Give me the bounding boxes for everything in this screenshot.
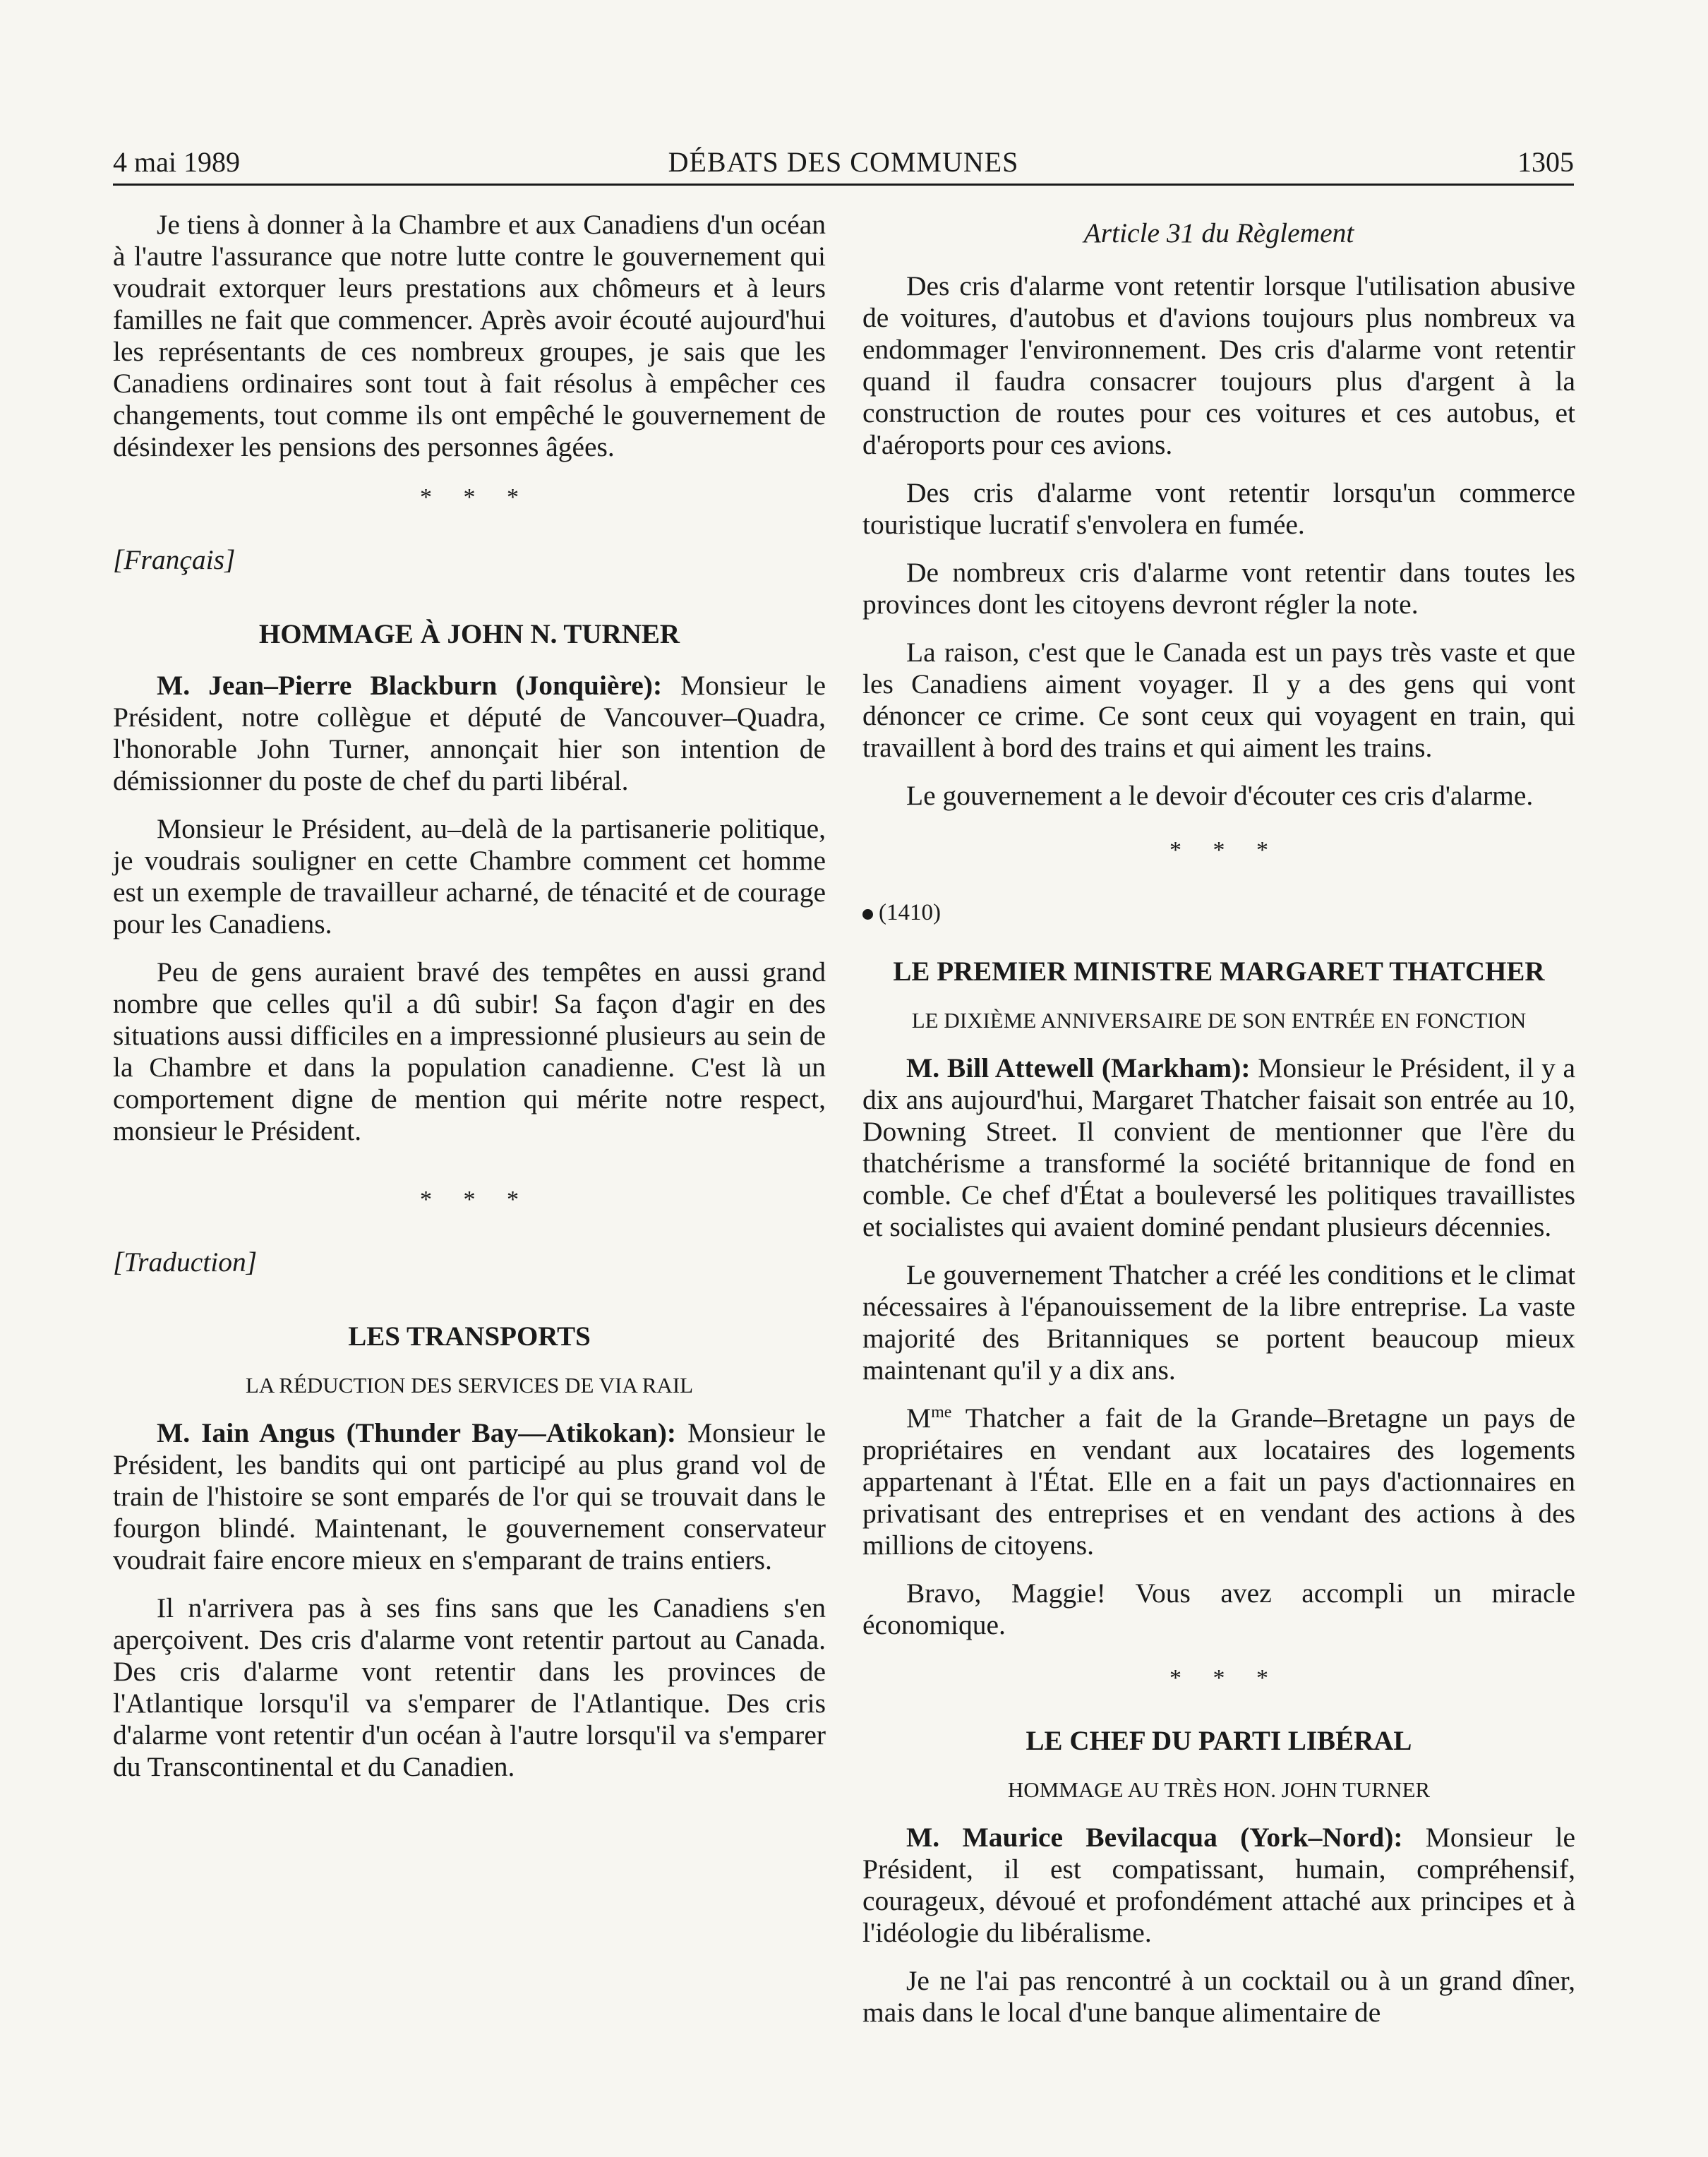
paragraph: De nombreux cris d'alarme vont retentir dans toutes les provinces dont les citoyens devront régler la note. [862,557,1575,620]
paragraph: Je tiens à donner à la Chambre et aux Canadiens d'un océan à l'autre l'assurance que notre lutte contre le gouvernement qui voudrait extorquer leurs prestations aux chômeurs et à leurs familles ne fait que commencer. Après avoir écouté aujourd'hui les représentants de ces nombreux groupes, je sais que les Canadiens ordinaires sont tout à fait résolus à empêcher ces changements, tout comme ils ont empêché le gouvernement de désindexer les pensions des personnes âgées. [113,209,826,462]
paragraph: Le gouvernement a le devoir d'écouter ces cris d'alarme. [906,780,1534,811]
page-header [113,138,1574,186]
section-subheading: HOMMAGE AU TRÈS HON. JOHN TURNER [1007,1777,1431,1802]
paragraph: Des cris d'alarme vont retentir lorsque l'utilisation abusive de voitures, d'autobus et d'avions toujours plus nombreux va endommager l'environnement. Des cris d'alarme vont retentir quand il faudra consacrer toujours plus d'argent à la construction de routes pour ces voitures et ces autobus, et d'aéroports pour ces avions. [862,270,1575,460]
section-separator: * * * [420,484,531,510]
section-subheading: LE DIXIÈME ANNIVERSAIRE DE SON ENTRÉE EN FONCTION [911,1008,1527,1033]
header-title: DÉBATS DES COMMUNES [668,146,1019,178]
paragraph [113,670,826,797]
speaker-name: M. Bill Attewell (Markham): [906,1052,1251,1083]
section-heading: LE CHEF DU PARTI LIBÉRAL [1026,1726,1412,1756]
paragraph: Le gouvernement Thatcher a créé les conditions et le climat nécessaires à l'épanouissement de la libre entreprise. La vaste majorité des Britanniques se portent beaucoup mieux maintenant qu'il y a dix ans. [862,1259,1575,1386]
language-marker: [Traduction] [113,1246,258,1278]
speech-text: Monsieur le Président, il y a dix ans aujourd'hui, Margaret Thatcher faisait son entrée au 10, Downing Street. Il convient de mentionner que l'ère du thatchérisme a transformé la société britannique de fond en comble. Ce chef d'État a bouleversé les politiques travaillistes et socialistes qui avaient dominé pendant plusieurs décennies. [862,1052,1575,1242]
section-separator: * * * [1169,837,1281,863]
speaker-name: M. Jean–Pierre Blackburn (Jonquière): [157,670,663,701]
language-marker: [Français] [113,544,236,575]
paragraph [862,1402,1575,1561]
page-number: 1305 [1517,146,1574,178]
speaker-name: M. Iain Angus (Thunder Bay—Atikokan): [157,1417,677,1448]
paragraph [113,1417,826,1576]
bullet-icon [862,909,873,920]
paragraph: Peu de gens auraient bravé des tempêtes en aussi grand nombre que celles qu'il a dû subir! Sa façon d'agir en des situations aussi difficiles en a impressionné plusieurs au sein de la Chambre et dans la population canadienne. C'est là un comportement digne de mention qui mérite notre respect, monsieur le Président. [113,956,826,1146]
title-superscript: me [931,1402,952,1422]
title-prefix: M [906,1402,932,1434]
speech-text: Monsieur le Président, il est compatissant, humain, compréhensif, courageux, dévoué et profondément attaché aux principes et à l'idéologie du libéralisme. [862,1822,1575,1948]
speech-text: Monsieur le Président, les bandits qui ont participé au plus grand vol de train de l'histoire se sont emparés de l'or qui se trouvait dans le fourgon blindé. Maintenant, le gouvernement conservateur voudrait faire encore mieux en s'emparant de trains entiers. [113,1417,826,1575]
paragraph: Des cris d'alarme vont retentir lorsqu'un commerce touristique lucratif s'envolera en fumée. [862,477,1575,540]
speaker-name: M. Maurice Bevilacqua (York–Nord): [906,1822,1403,1853]
paragraph: Bravo, Maggie! Vous avez accompli un miracle économique. [862,1578,1575,1640]
paragraph: Monsieur le Président, au–delà de la partisanerie politique, je voudrais souligner en cette Chambre comment cet homme est un exemple de travailleur acharné, de ténacité et de courage pour les Canadiens. [113,813,826,939]
timestamp [862,897,1575,929]
paragraph: Il n'arrivera pas à ses fins sans que les Canadiens s'en aperçoivent. Des cris d'alarme vont retentir partout au Canada. Des cris d'alarme vont retentir dans les provinces de l'Atlantique lorsqu'il va s'emparer de l'Atlantique. Des cris d'alarme vont retentir d'un océan à l'autre lorsqu'il va s'emparer du Transcontinental et du Canadien. [113,1592,826,1782]
header-date: 4 mai 1989 [113,146,240,178]
section-separator: * * * [420,1186,531,1213]
section-heading: HOMMAGE À JOHN N. TURNER [258,619,680,649]
timestamp-text: (1410) [879,900,941,925]
right-column [862,209,1575,2045]
speech-text: Monsieur le Président, notre collègue et député de Vancouver–Quadra, l'honorable John Turner, annonçait hier son intention de démissionner du poste de chef du parti libéral. [113,670,826,796]
paragraph [862,1822,1575,1949]
section-subheading: LA RÉDUCTION DES SERVICES DE VIA RAIL [245,1373,694,1398]
speech-text: Thatcher a fait de la Grande–Bretagne un pays de propriétaires en vendant aux locataires des logements appartenant à l'État. Elle en a fait un pays d'actionnaires en privatisant des entreprises et en vendant des actions à des millions de citoyens. [862,1402,1575,1561]
section-heading: LE PREMIER MINISTRE MARGARET THATCHER [893,956,1545,987]
paragraph [862,1052,1575,1243]
left-column [113,209,826,1799]
paragraph: La raison, c'est que le Canada est un pays très vaste et que les Canadiens aiment voyager. Il y a des gens qui vont dénoncer ce crime. Ce sont ceux qui voyagent en train, qui travaillent à bord des trains et qui aiment les trains. [862,637,1575,763]
paragraph: Je ne l'ai pas rencontré à un cocktail ou à un grand dîner, mais dans le local d'une banque alimentaire de [862,1965,1575,2028]
section-heading: LES TRANSPORTS [348,1321,591,1352]
article-reference: Article 31 du Règlement [1083,217,1354,248]
section-separator: * * * [1169,1665,1281,1691]
